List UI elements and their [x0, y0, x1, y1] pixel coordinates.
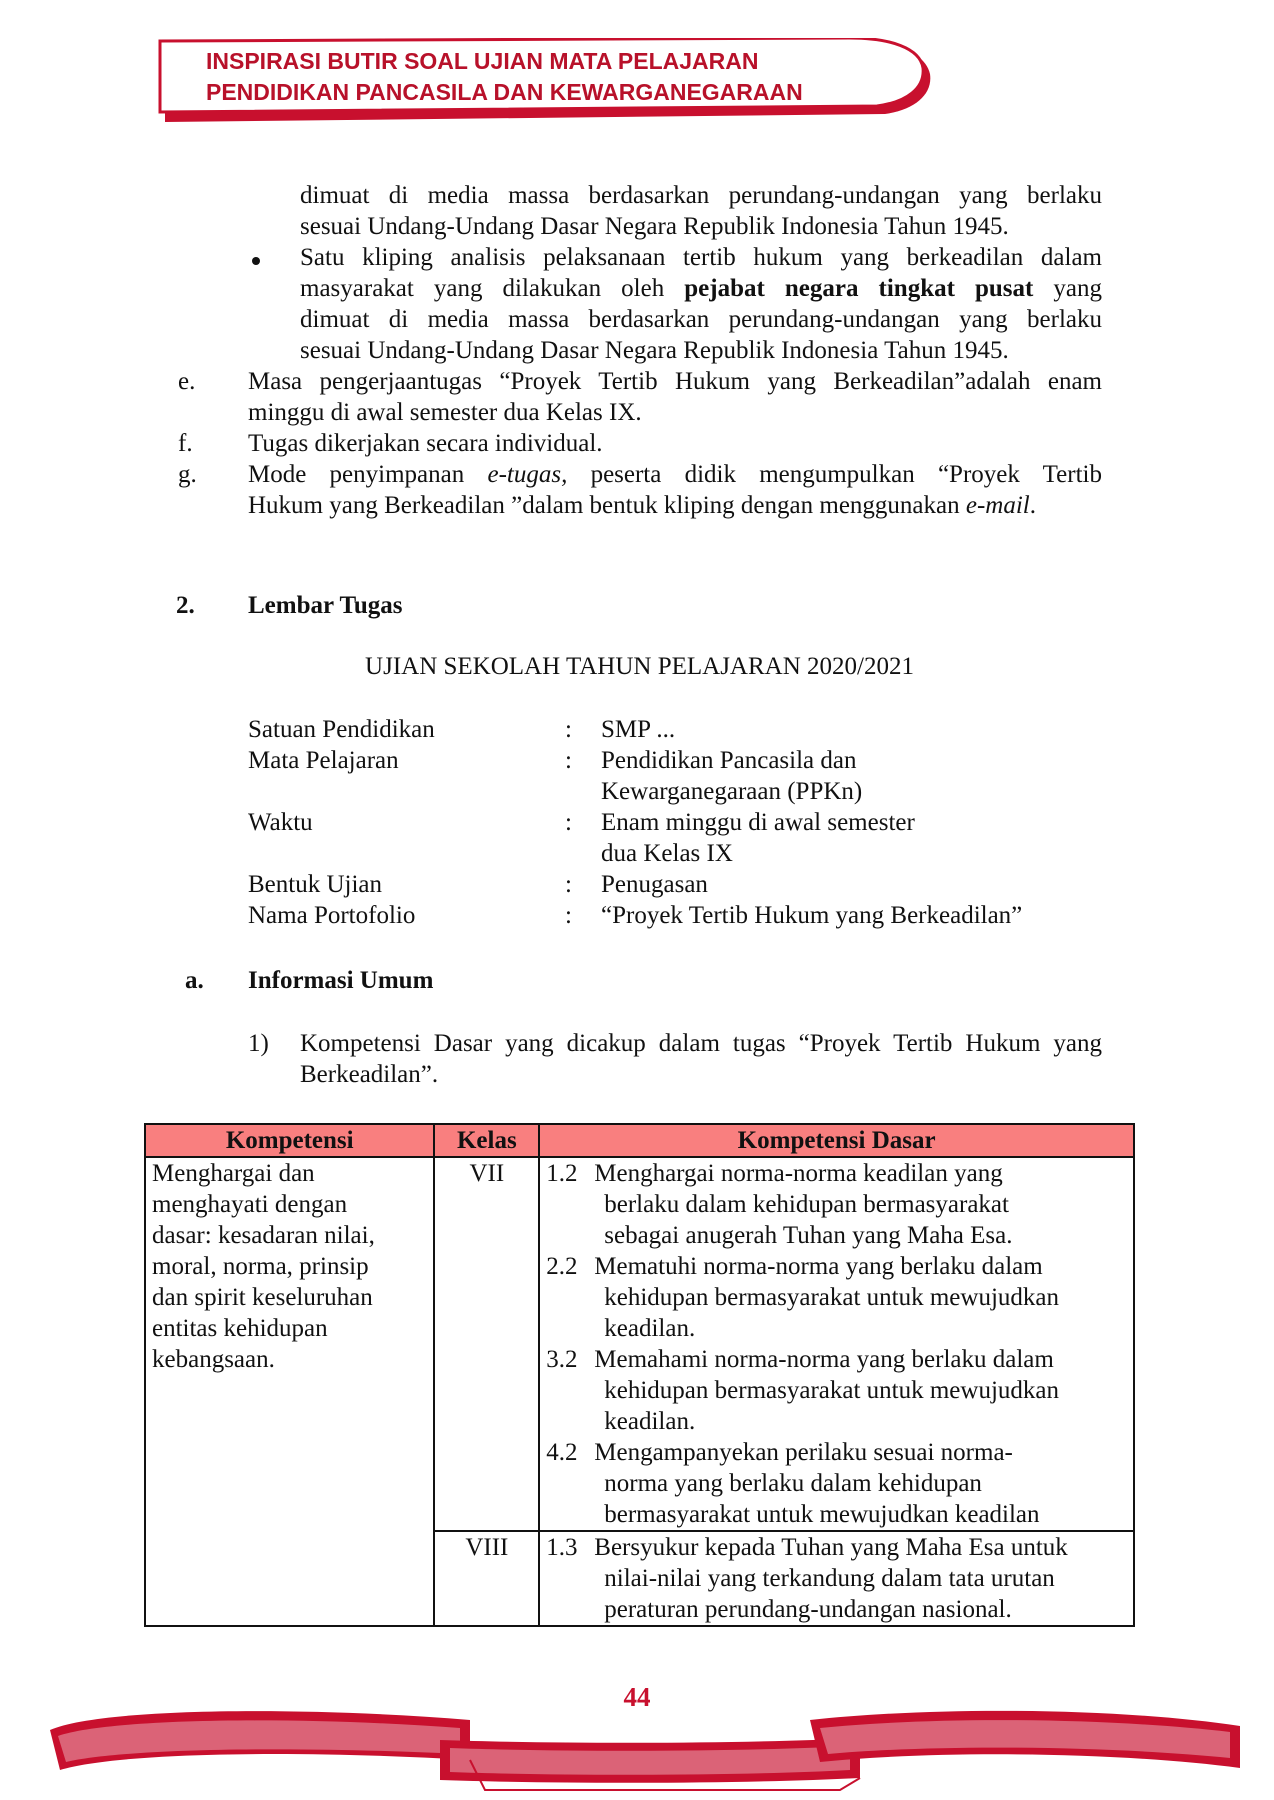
waktu-colon: : — [565, 809, 572, 836]
satuan-value: SMP ... — [601, 716, 676, 743]
exam-title: UJIAN SEKOLAH TAHUN PELAJARAN 2020/2021 — [365, 653, 914, 680]
kompetensi-cell — [145, 1157, 434, 1626]
kompetensi-line: menghayati dengan — [152, 1191, 348, 1218]
mapel-label: Mata Pelajaran — [248, 747, 399, 774]
kd-text: kehidupan bermasyarakat untuk mewujudkan — [604, 1377, 1059, 1404]
kd-text: norma yang berlaku dalam kehidupan — [604, 1470, 982, 1497]
item-g-line-2-italic: e-mail — [965, 492, 1030, 519]
waktu-label: Waktu — [248, 809, 313, 836]
kompetensi-line: dasar: kesadaran nilai, — [152, 1222, 375, 1249]
header-line-1: INSPIRASI BUTIR SOAL UJIAN MATA PELAJARAN — [206, 48, 759, 74]
item-g-post: peserta didik mengumpulkan “Proyek Tertib — [590, 461, 1102, 488]
waktu-value-1: Enam minggu di awal semester — [601, 809, 915, 836]
table-header-row — [145, 1124, 1134, 1157]
kd-text: Menghargai norma-norma keadilan yang — [594, 1160, 1003, 1187]
kd-text: kehidupan bermasyarakat untuk mewujudkan — [604, 1284, 1059, 1311]
header-title — [206, 46, 803, 108]
header-kompetensi: Kompetensi — [145, 1124, 434, 1157]
bullet-line-3: dimuat di media massa berdasarkan perundang-undangan yang berlaku — [300, 306, 1102, 333]
item-g-pre: Mode penyimpanan — [248, 461, 465, 488]
kelas-cell: VIII — [434, 1531, 539, 1626]
bullet-line-1: Satu kliping analisis pelaksanaan tertib hukum yang berkeadilan dalam — [300, 244, 1102, 271]
kd-number: 1.3 — [546, 1534, 578, 1561]
kompetensi-line: Menghargai dan — [152, 1160, 315, 1187]
item-f-label: f. — [178, 430, 193, 457]
point-1-line-1: Kompetensi Dasar yang dicakup dalam tugas “Proyek Tertib Hukum yang — [300, 1030, 1102, 1057]
bullet-line-2-pre: masyarakat yang dilakukan oleh — [300, 275, 665, 302]
item-g-line-2-pre: Hukum yang Berkeadilan ”dalam bentuk kliping dengan menggunakan — [248, 492, 960, 519]
section-2-number: 2. — [176, 592, 195, 619]
bentuk-colon: : — [565, 871, 572, 898]
header-kompetensi-dasar: Kompetensi Dasar — [539, 1124, 1134, 1157]
kd-text: keadilan. — [604, 1408, 696, 1435]
subsection-a-label: a. — [185, 967, 204, 994]
kd-text: sebagai anugerah Tuhan yang Maha Esa. — [604, 1222, 1013, 1249]
item-g-line-2 — [248, 490, 1102, 521]
kompetensi-line: kebangsaan. — [152, 1346, 275, 1373]
kd-text: Mematuhi norma-norma yang berlaku dalam — [594, 1253, 1043, 1280]
kd-item — [546, 1532, 1127, 1625]
item-e-line-2: minggu di awal semester dua Kelas IX. — [248, 399, 642, 426]
mapel-colon: : — [565, 747, 572, 774]
kd-number: 1.2 — [546, 1160, 578, 1187]
kompetensi-line: dan spirit keseluruhan — [152, 1284, 373, 1311]
kd-cell — [539, 1531, 1134, 1626]
item-g-line-1 — [248, 459, 1102, 490]
kd-text: berlaku dalam kehidupan bermasyarakat — [604, 1191, 1009, 1218]
kd-item — [546, 1158, 1127, 1251]
bentuk-value: Penugasan — [601, 871, 708, 898]
point-1-label: 1) — [248, 1030, 269, 1057]
bullet-line-2-post: yang — [1053, 275, 1103, 302]
nama-label: Nama Portofolio — [248, 902, 416, 929]
item-g-label: g. — [178, 461, 197, 488]
waktu-value-2: dua Kelas IX — [601, 840, 733, 867]
kd-text: Bersyukur kepada Tuhan yang Maha Esa untuk — [594, 1534, 1068, 1561]
kd-number: 2.2 — [546, 1253, 578, 1280]
subsection-a-title: Informasi Umum — [248, 967, 434, 994]
item-e-line-1: Masa pengerjaantugas “Proyek Tertib Hukum yang Berkeadilan”adalah enam — [248, 368, 1102, 395]
item-e-label: e. — [178, 368, 196, 395]
nama-value: “Proyek Tertib Hukum yang Berkeadilan” — [601, 902, 1023, 929]
header-kelas: Kelas — [434, 1124, 539, 1157]
kd-text: peraturan perundang-undangan nasional. — [604, 1596, 1012, 1623]
kd-item — [546, 1251, 1127, 1344]
kd-text: keadilan. — [604, 1315, 696, 1342]
kompetensi-line: moral, norma, prinsip — [152, 1253, 369, 1280]
kd-text: Memahami norma-norma yang berlaku dalam — [594, 1346, 1054, 1373]
footer-ribbon — [40, 1700, 1240, 1795]
mapel-value-2: Kewarganegaraan (PPKn) — [601, 778, 863, 805]
section-2-title: Lembar Tugas — [248, 592, 403, 619]
kompetensi-line: entitas kehidupan — [152, 1315, 328, 1342]
kd-item — [546, 1437, 1127, 1530]
bullet-icon — [252, 257, 260, 265]
satuan-label: Satuan Pendidikan — [248, 716, 435, 743]
point-1-line-2: Berkeadilan”. — [300, 1061, 439, 1088]
mapel-value-1: Pendidikan Pancasila dan — [601, 747, 857, 774]
bentuk-label: Bentuk Ujian — [248, 871, 383, 898]
page-number: 44 — [623, 1682, 651, 1712]
kd-text: Mengampanyekan perilaku sesuai norma- — [594, 1439, 1013, 1466]
kd-cell — [539, 1157, 1134, 1531]
bullet-line-4: sesuai Undang-Undang Dasar Negara Republik Indonesia Tahun 1945. — [300, 337, 1009, 364]
kd-number: 3.2 — [546, 1346, 578, 1373]
item-f-text: Tugas dikerjakan secara individual. — [248, 430, 603, 457]
kelas-cell: VII — [434, 1157, 539, 1531]
nama-colon: : — [565, 902, 572, 929]
kd-text: nilai-nilai yang terkandung dalam tata urutan — [604, 1565, 1055, 1592]
bullet-emphasis: pejabat negara tingkat pusat — [684, 275, 1034, 302]
kd-item — [546, 1344, 1127, 1437]
satuan-colon: : — [565, 716, 572, 743]
item-g-italic: e-tugas, — [487, 461, 568, 488]
kd-text: bermasyarakat untuk mewujudkan keadilan — [604, 1501, 1040, 1528]
item-g-line-2-end: . — [1029, 492, 1036, 519]
table-row — [145, 1157, 1134, 1531]
kd-number: 4.2 — [546, 1439, 578, 1466]
bullet-line-2 — [300, 273, 1102, 304]
kompetensi-table — [144, 1123, 1135, 1627]
continuation-line-2: sesuai Undang-Undang Dasar Negara Republik Indonesia Tahun 1945. — [300, 213, 1009, 240]
continuation-line-1: dimuat di media massa berdasarkan perundang-undangan yang berlaku — [300, 182, 1102, 209]
header-line-2: PENDIDIKAN PANCASILA DAN KEWARGANEGARAAN — [206, 79, 803, 105]
